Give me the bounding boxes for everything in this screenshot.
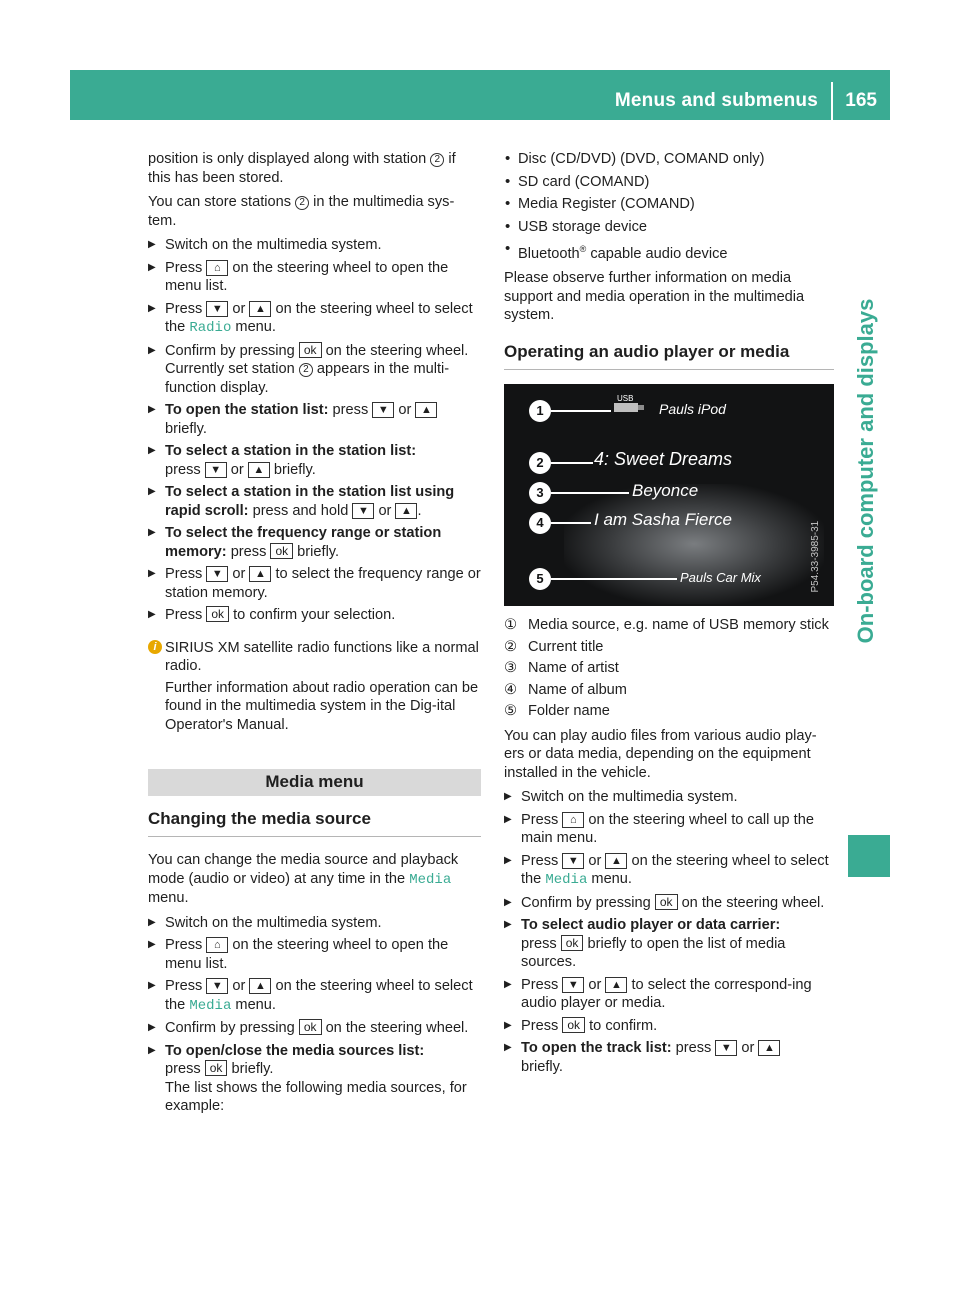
callout-2-icon: 2 [430, 153, 444, 167]
up-key-icon: ▲ [415, 402, 437, 418]
callout-line [551, 462, 593, 464]
down-key-icon: ▼ [205, 462, 227, 478]
step: ▶ Confirm by pressing ok on the steering wheel. Currently set station 2 appears in the multi-function display. [148, 342, 481, 398]
list-item: • SD card (COMAND) [504, 173, 834, 192]
step: ▶ To select audio player or data carrier: press ok briefly to open the list of media sources. [504, 916, 834, 972]
down-key-icon: ▼ [206, 566, 228, 582]
callout-4-marker: 4 [529, 512, 551, 534]
info-icon: i [148, 640, 162, 654]
list-item: • USB storage device [504, 218, 834, 237]
home-key-icon: ⌂ [562, 812, 584, 828]
callout-2-icon: 2 [295, 196, 309, 210]
step: ▶ Confirm by pressing ok on the steering wheel. [504, 894, 834, 913]
section-heading: Changing the media source [148, 810, 481, 838]
ok-key-icon: ok [205, 1060, 228, 1076]
page-number: 165 [845, 90, 877, 111]
header-title: Menus and submenus [614, 90, 818, 111]
info-note [148, 639, 481, 735]
section-banner: Media menu [148, 769, 481, 796]
step: ▶ Press ⌂ on the steering wheel to open the menu list. [148, 259, 481, 296]
menu-name-radio: Radio [189, 320, 232, 336]
callout-2-icon: 2 [299, 363, 313, 377]
media-source-label: Pauls iPod [659, 401, 726, 418]
artist-label: Beyonce [632, 481, 699, 501]
side-chapter-tab [842, 120, 890, 822]
step: ▶ Press ok to confirm your selection. [148, 606, 481, 625]
up-key-icon: ▲ [249, 566, 271, 582]
step: ▶ To select the frequency range or station memory: press ok briefly. [148, 524, 481, 561]
ok-key-icon: ok [299, 1019, 322, 1035]
right-column [504, 150, 834, 1080]
menu-name-media: Media [189, 997, 232, 1014]
down-key-icon: ▼ [562, 977, 584, 993]
legend-item: ③ Name of artist [504, 660, 619, 677]
down-key-icon: ▼ [715, 1040, 737, 1056]
callout-3-marker: 3 [529, 482, 551, 504]
home-key-icon: ⌂ [206, 260, 228, 276]
up-key-icon: ▲ [758, 1040, 780, 1056]
callout-line [551, 492, 629, 494]
step: ▶ To open/close the media sources list: press ok briefly. The list shows the following media sources, for example: [148, 1042, 481, 1116]
callout-line [551, 578, 677, 580]
ok-key-icon: ok [206, 606, 229, 622]
up-key-icon: ▲ [248, 462, 270, 478]
side-chapter-title: On-board computer and displays [853, 298, 878, 644]
step: ▶ Press ▼ or ▲ to select the correspond-ing audio player or media. [504, 976, 834, 1013]
media-display-screenshot [504, 384, 834, 606]
up-key-icon: ▲ [605, 977, 627, 993]
step: ▶ Switch on the multimedia system. [148, 914, 481, 933]
callout-line [551, 522, 591, 524]
list-item: • Media Register (COMAND) [504, 195, 834, 214]
callout-1-marker: 1 [529, 400, 551, 422]
paragraph: You can change the media source and playback mode (audio or video) at any time in the Media menu. [148, 852, 459, 906]
menu-name-media: Media [409, 871, 452, 888]
folder-label: Pauls Car Mix [680, 570, 761, 586]
paragraph: You can store stations 2 in the multimedia sys-tem. [148, 194, 455, 229]
step: ▶ Press ▼ or ▲ on the steering wheel to select the Radio menu. [148, 300, 481, 338]
list-item: • Bluetooth® capable audio device [504, 240, 834, 263]
step: ▶ Press ok to confirm. [504, 1017, 834, 1036]
down-key-icon: ▼ [206, 301, 228, 317]
step: ▶ To open the track list: press ▼ or ▲ briefly. [504, 1039, 834, 1076]
callout-line [551, 410, 611, 412]
header-bar [70, 70, 890, 120]
step: ▶ Confirm by pressing ok on the steering wheel. [148, 1019, 481, 1038]
up-key-icon: ▲ [605, 853, 627, 869]
step: ▶ Press ⌂ on the steering wheel to open the menu list. [148, 936, 481, 973]
side-color-block [848, 835, 890, 877]
step: ▶ Switch on the multimedia system. [504, 788, 834, 807]
menu-name-media: Media [545, 872, 588, 889]
ok-key-icon: ok [299, 342, 322, 358]
header-divider [831, 82, 833, 120]
figure-code: P54.33-3985-31 [810, 520, 822, 593]
section-heading: Operating an audio player or media [504, 343, 834, 371]
down-key-icon: ▼ [372, 402, 394, 418]
left-column [148, 150, 481, 1120]
ok-key-icon: ok [655, 894, 678, 910]
up-key-icon: ▲ [395, 503, 417, 519]
step: ▶ Press ⌂ on the steering wheel to call up the main menu. [504, 811, 834, 848]
up-key-icon: ▲ [249, 978, 271, 994]
step: ▶ To select a station in the station list using rapid scroll: press and hold ▼ or ▲ . [148, 483, 481, 520]
list-item: • Disc (CD/DVD) (DVD, COMAND only) [504, 150, 834, 169]
step: ▶ To select a station in the station list: press ▼ or ▲ briefly. [148, 442, 481, 479]
legend-item: ④ Name of album [504, 681, 627, 698]
ok-key-icon: ok [270, 543, 293, 559]
callout-5-marker: 5 [529, 568, 551, 590]
down-key-icon: ▼ [352, 503, 374, 519]
album-label: I am Sasha Fierce [594, 510, 732, 530]
ok-key-icon: ok [562, 1017, 585, 1033]
callout-2-marker: 2 [529, 452, 551, 474]
down-key-icon: ▼ [206, 978, 228, 994]
info-text: Further information about radio operation can be found in the multimedia system in the Dig-ital Operator's Manual. [165, 679, 479, 733]
usb-label: USB [617, 394, 634, 404]
step: ▶ To open the station list: press ▼ or ▲ briefly. [148, 401, 481, 438]
down-key-icon: ▼ [562, 853, 584, 869]
step: ▶ Press ▼ or ▲ on the steering wheel to select the Media menu. [504, 852, 834, 890]
paragraph: You can play audio files from various audio play-ers or data media, depending on the equipment installed in the vehicle. [504, 727, 817, 781]
legend-item: ① Media source, e.g. name of USB memory stick [504, 617, 829, 634]
step: ▶ Press ▼ or ▲ to select the frequency range or station memory. [148, 565, 481, 602]
home-key-icon: ⌂ [206, 937, 228, 953]
paragraph: Please observe further information on media support and media operation in the multimedia system. [504, 270, 805, 324]
paragraph: position is only displayed along with station 2 if this has been stored. [148, 151, 456, 186]
step: ▶ Switch on the multimedia system. [148, 236, 481, 255]
ok-key-icon: ok [561, 935, 584, 951]
legend-item: ② Current title [504, 638, 604, 655]
legend-item: ⑤ Folder name [504, 703, 610, 720]
up-key-icon: ▲ [249, 301, 271, 317]
info-text: SIRIUS XM satellite radio functions like a normal radio. [165, 639, 479, 674]
step: ▶ Press ▼ or ▲ on the steering wheel to select the Media menu. [148, 977, 481, 1015]
current-title-label: 4: Sweet Dreams [594, 449, 733, 470]
